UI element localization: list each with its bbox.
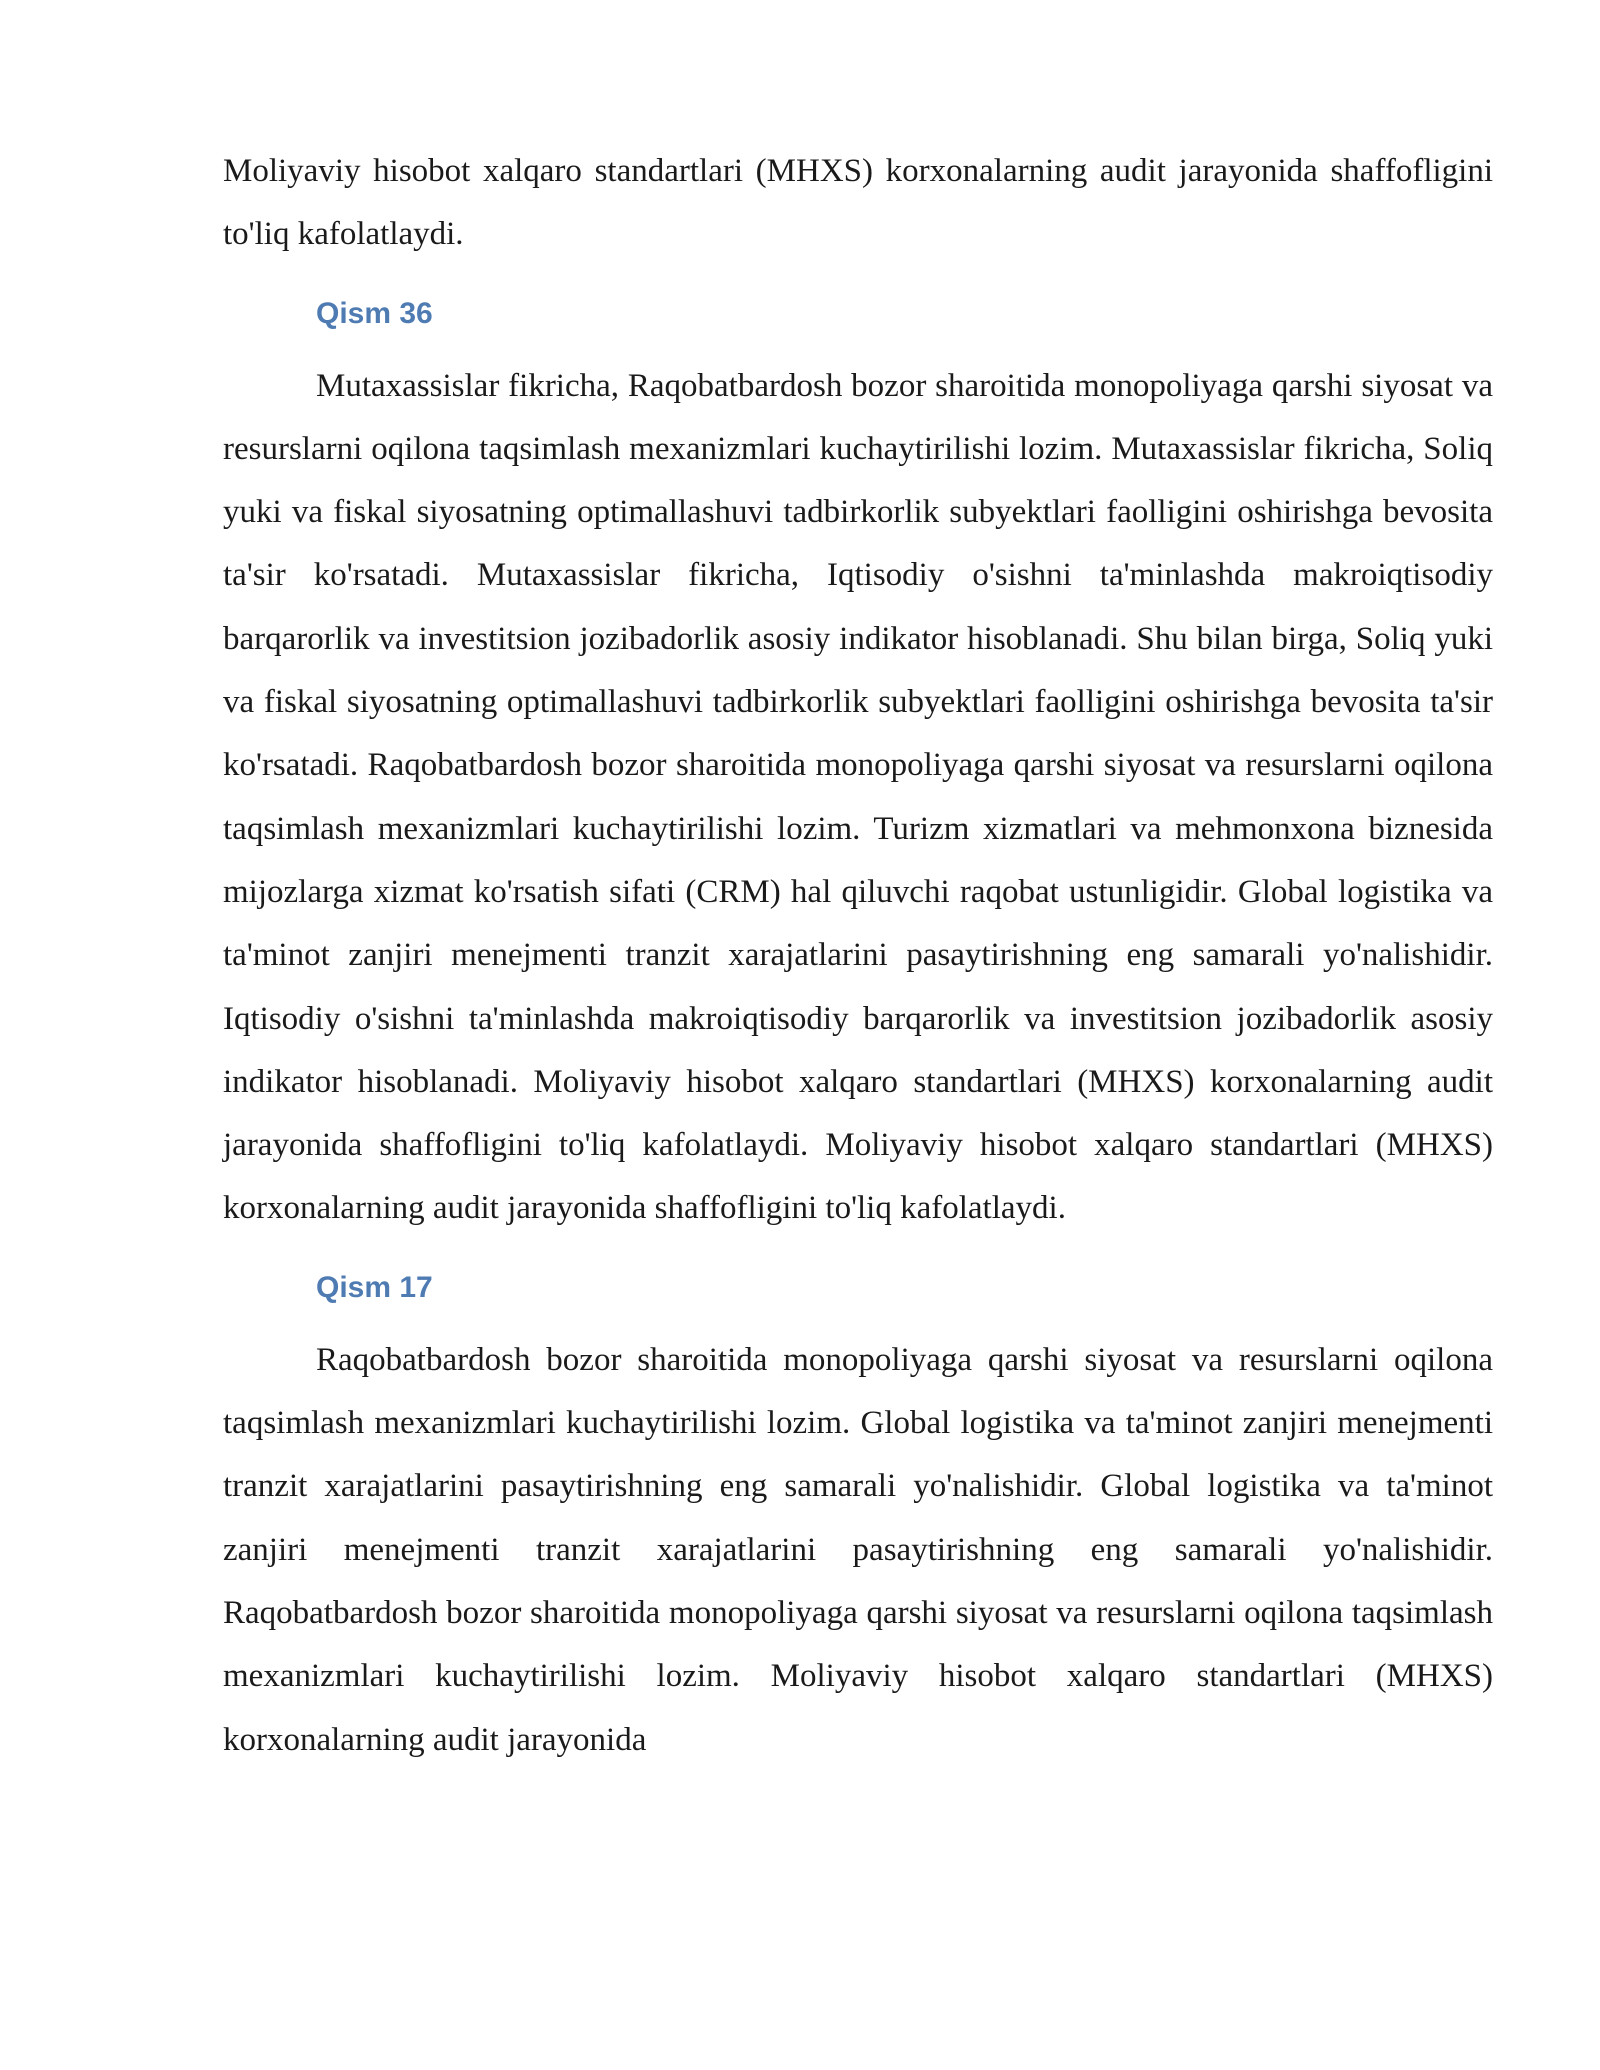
paragraph-continuation: Moliyaviy hisobot xalqaro standartlari (MHXS) korxonalarning audit jarayonida shaffofligini to'liq kafolatlaydi.	[223, 153, 1493, 253]
paragraph-section-17: Raqobatbardosh bozor sharoitida monopoliyaga qarshi siyosat va resurslarni oqilona taqsimlash mexanizmlari kuchaytirilishi lozim. Global logistika va ta'minot zanjiri menejmenti tranzit xarajatlarini pasaytirishning eng samarali yo'nalishidir. Global logistika va ta'minot zanjiri menejmenti tranzit xarajatlarini pasaytirishning eng samarali yo'nalishidir. Raqobatbardosh bozor sharoitida monopoliyaga qarshi siyosat va resurslarni oqilona taqsimlash mexanizmlari kuchaytirilishi lozim. Moliyaviy hisobot xalqaro standartlari (MHXS) korxonalarning audit jarayonida	[223, 1341, 1493, 1758]
section-heading-17: Qism 17	[316, 1270, 433, 1304]
paragraph-section-36: Mutaxassislar fikricha, Raqobatbardosh bozor sharoitida monopoliyaga qarshi siyosat va resurslarni oqilona taqsimlash mexanizmlari kuchaytirilishi lozim. Mutaxassislar fikricha, Soliq yuki va fiskal siyosatning optimallashuvi tadbirkorlik subyektlari faolligini oshirishga bevosita ta'sir ko'rsatadi. Mutaxassislar fikricha, Iqtisodiy o'sishni ta'minlashda makroiqtisodiy barqarorlik va investitsion jozibadorlik asosiy indikator hisoblanadi. Shu bilan birga, Soliq yuki va fiskal siyosatning optimallashuvi tadbirkorlik subyektlari faolligini oshirishga bevosita ta'sir ko'rsatadi. Raqobatbardosh bozor sharoitida monopoliyaga qarshi siyosat va resurslarni oqilona taqsimlash mexanizmlari kuchaytirilishi lozim. Turizm xizmatlari va mehmonxona biznesida mijozlarga xizmat ko'rsatish sifati (CRM) hal qiluvchi raqobat ustunligidir. Global logistika va ta'minot zanjiri menejmenti tranzit xarajatlarini pasaytirishning eng samarali yo'nalishidir. Iqtisodiy o'sishni ta'minlashda makroiqtisodiy barqarorlik va investitsion jozibadorlik asosiy indikator hisoblanadi. Moliyaviy hisobot xalqaro standartlari (MHXS) korxonalarning audit jarayonida shaffofligini to'liq kafolatlaydi. Moliyaviy hisobot xalqaro standartlari (MHXS) korxonalarning audit jarayonida shaffofligini to'liq kafolatlaydi.	[223, 367, 1493, 1227]
section-heading-36: Qism 36	[316, 296, 433, 330]
document-body	[223, 140, 1493, 1772]
